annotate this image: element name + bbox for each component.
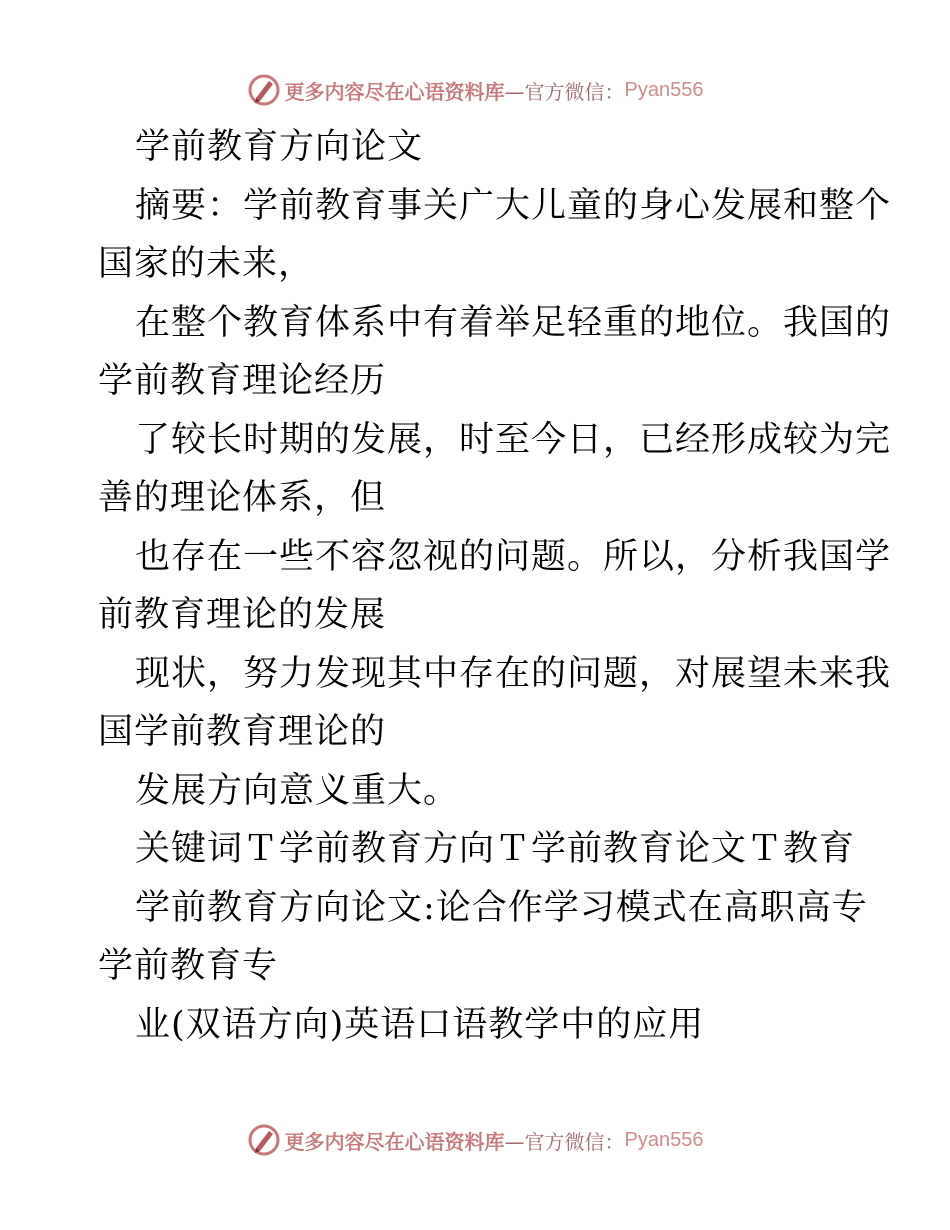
document-body bbox=[98, 118, 892, 1054]
banner-separator: —官方微信： bbox=[504, 1129, 625, 1154]
paragraph-line: 摘要：学前教育事关广大儿童的身心发展和整个 bbox=[135, 185, 892, 226]
pen-circle-logo-icon bbox=[247, 1123, 281, 1157]
paragraph-line: 业(双语方向)英语口语教学中的应用 bbox=[135, 1004, 705, 1045]
paragraph-line: 现状，努力发现其中存在的问题，对展望未来我 bbox=[135, 653, 892, 694]
paragraph-line: 学前教育理论经历 bbox=[98, 361, 387, 401]
pen-circle-logo-icon bbox=[247, 73, 281, 107]
footer-banner bbox=[0, 1120, 950, 1160]
paragraph-line: 也存在一些不容忽视的问题。所以，分析我国学 bbox=[135, 536, 892, 577]
banner-title: 更多内容尽在心语资料库 bbox=[284, 79, 505, 104]
paragraph-line: 前教育理论的发展 bbox=[98, 595, 387, 635]
paragraph-line: 了较长时期的发展，时至今日，已经形成较为完 bbox=[135, 419, 892, 460]
paragraph-line: 国学前教育理论的 bbox=[98, 712, 387, 752]
paragraph-line: 发展方向意义重大。 bbox=[135, 770, 460, 811]
banner-wechat-id: Pyan556 bbox=[624, 78, 704, 101]
header-banner bbox=[0, 70, 950, 110]
banner-title: 更多内容尽在心语资料库 bbox=[284, 1129, 505, 1154]
keywords-line: 关键词Ｔ学前教育方向Ｔ学前教育论文Ｔ教育 bbox=[135, 829, 856, 869]
paragraph-line: 学前教育方向论文:论合作学习模式在高职高专 bbox=[135, 887, 868, 928]
banner-wechat-id: Pyan556 bbox=[624, 1128, 704, 1151]
banner-separator: —官方微信： bbox=[504, 79, 625, 104]
paragraph-line: 学前教育专 bbox=[98, 946, 279, 986]
paragraph-line: 在整个教育体系中有着举足轻重的地位。我国的 bbox=[135, 302, 892, 343]
paragraph-line: 善的理论体系，但 bbox=[98, 478, 387, 518]
document-title: 学前教育方向论文 bbox=[135, 127, 424, 167]
paragraph-line: 国家的未来， bbox=[98, 244, 315, 284]
